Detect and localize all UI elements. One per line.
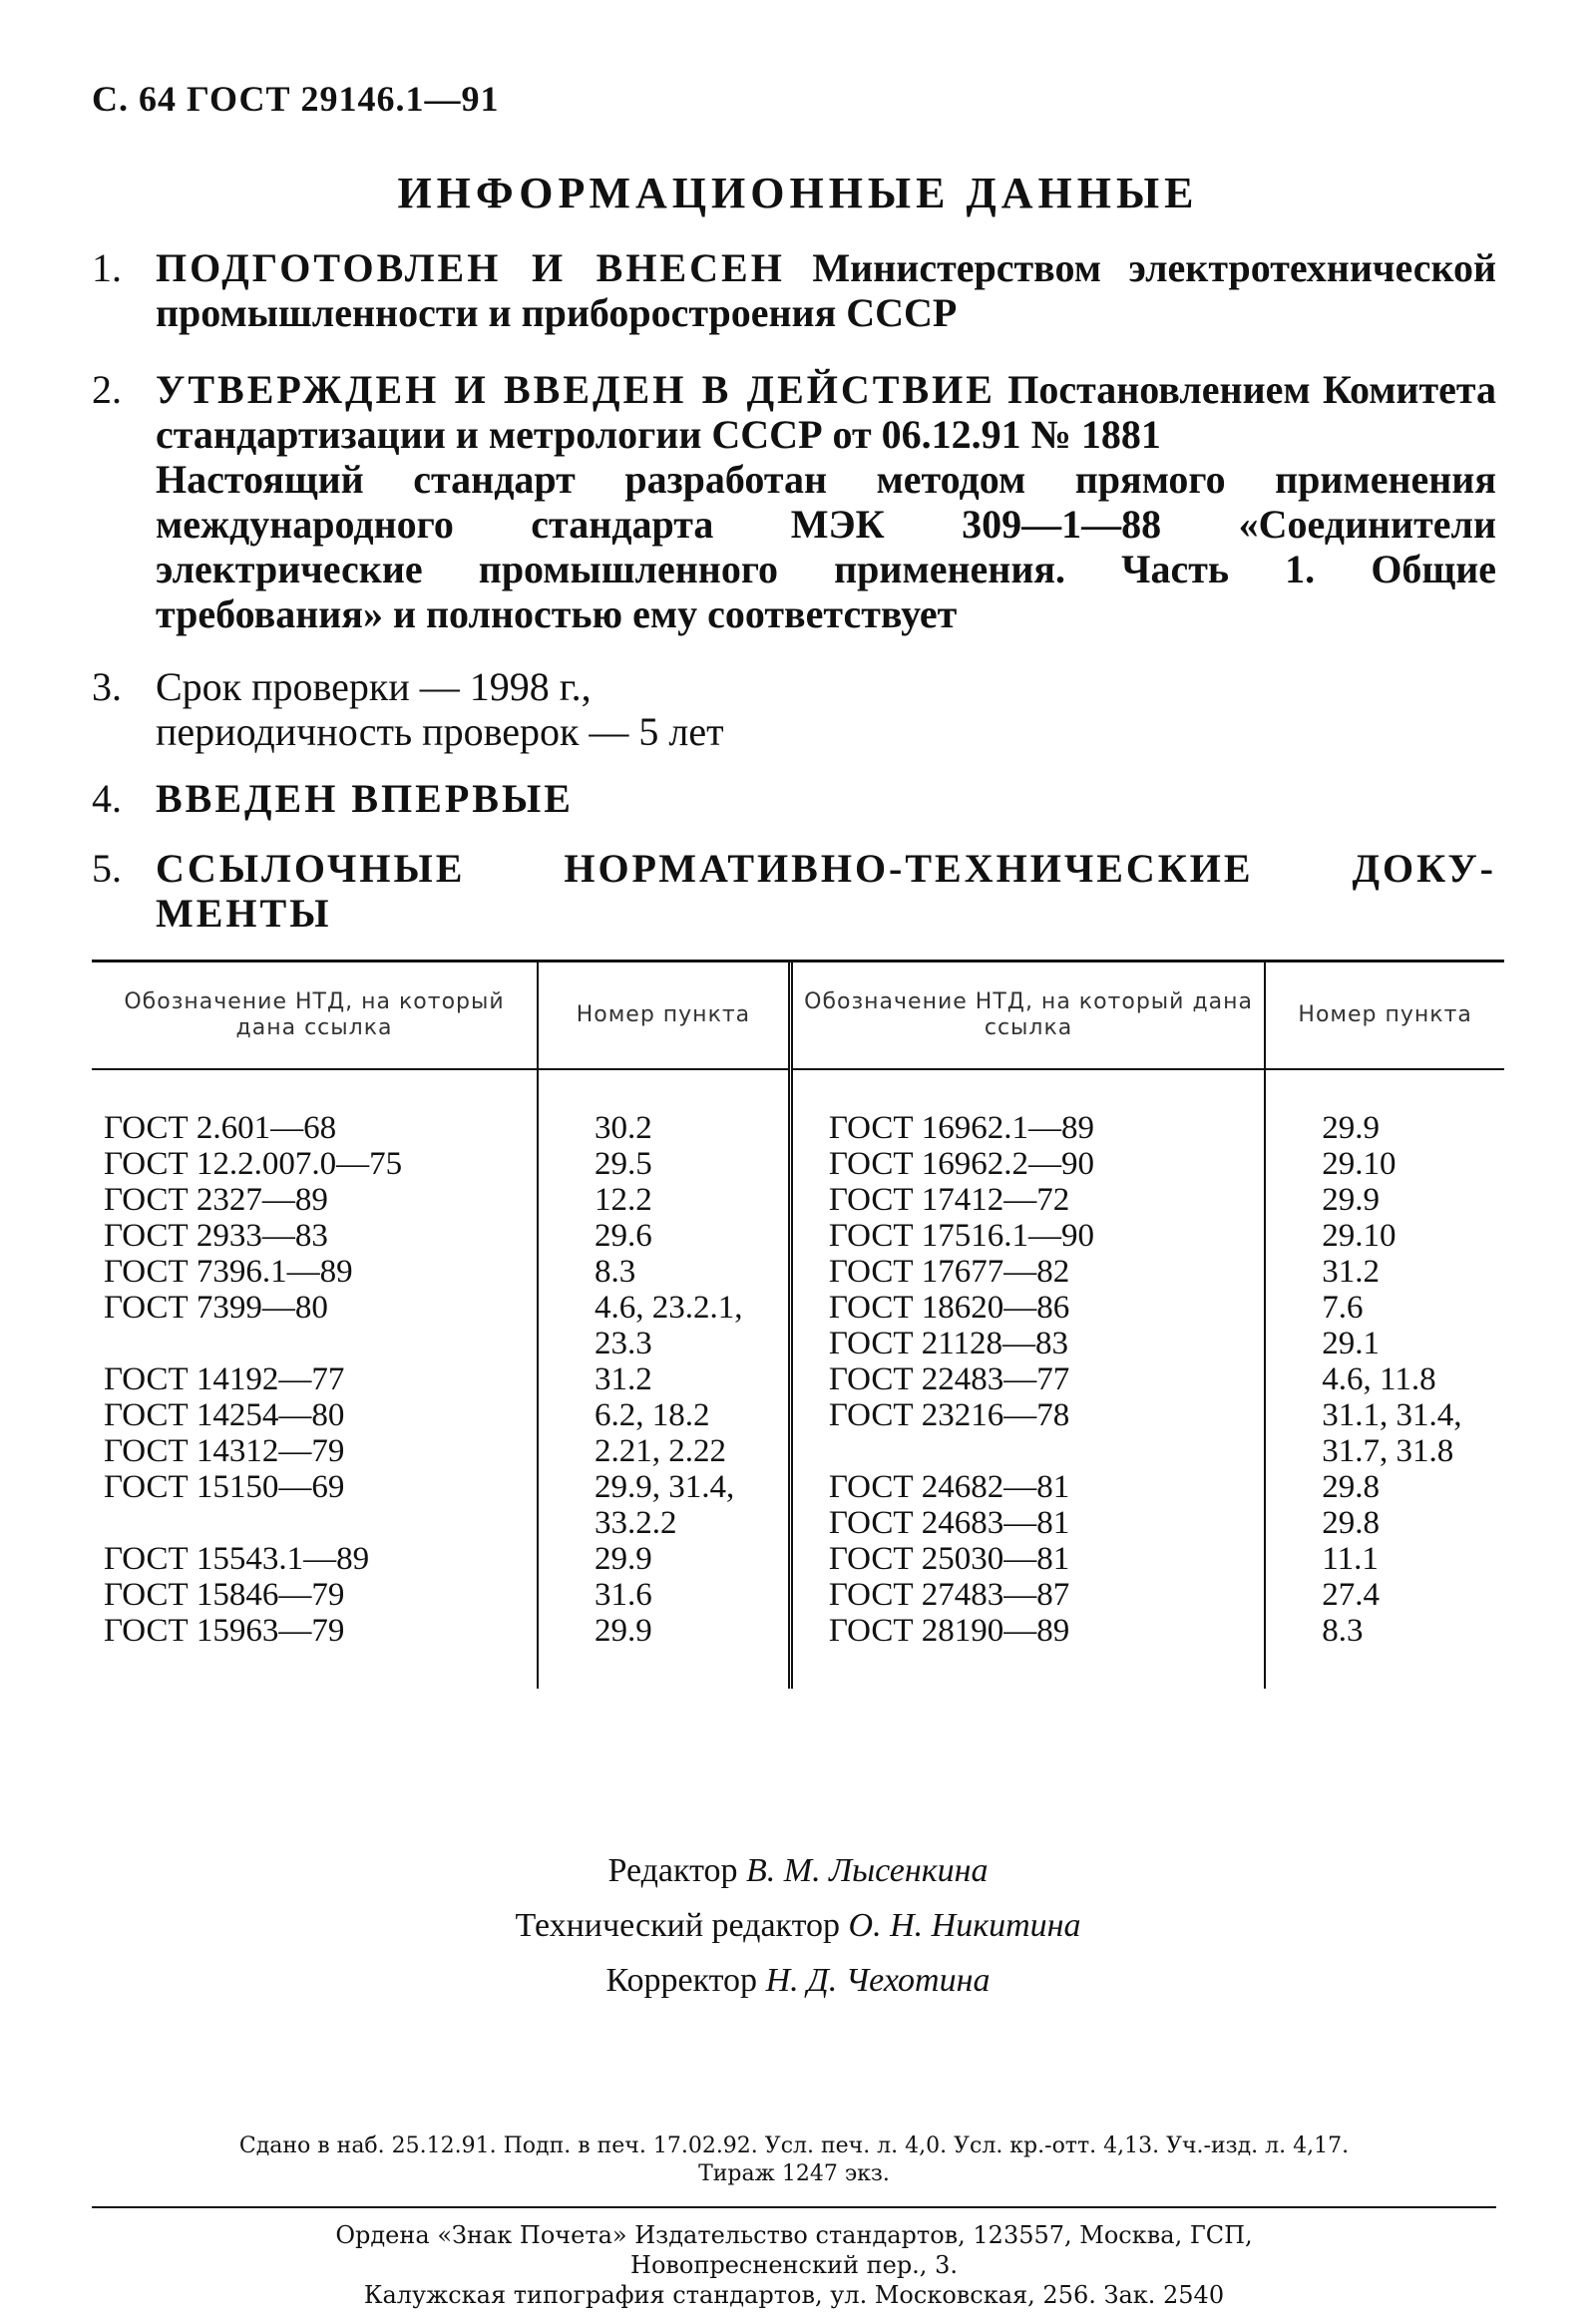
clause-number: 29.8 — [1322, 1469, 1381, 1505]
ntd-designation: ГОСТ 12.2.007.0—75 — [104, 1146, 403, 1182]
clause-number: 23.3 — [595, 1326, 652, 1361]
clause-number: 29.10 — [1322, 1218, 1396, 1254]
ntd-designation: ГОСТ 7399—80 — [104, 1290, 328, 1326]
page-title: ИНФОРМАЦИОННЫЕ ДАННЫЕ — [397, 169, 1199, 217]
clause-number: 8.3 — [595, 1254, 636, 1290]
item-number: 2. — [92, 367, 122, 412]
item-word: ДОКУ- — [1352, 846, 1496, 891]
credits — [0, 1843, 1596, 2008]
clause-number: 11.1 — [1322, 1541, 1379, 1577]
item-text: Министерством электротехнической промышленности и приборостроения СССР — [156, 245, 1497, 335]
ntd-designation: ГОСТ 23216—78 — [828, 1397, 1070, 1433]
ntd-designation: ГОСТ 14312—79 — [104, 1433, 345, 1469]
clause-number: 31.2 — [595, 1361, 652, 1397]
clause-number: 29.9 — [595, 1541, 652, 1577]
item-prepared — [92, 245, 1496, 335]
clause-number: 29.9 — [1322, 1182, 1381, 1218]
right-point-column — [1265, 1110, 1504, 1649]
clause-number: 29.9, 31.4, — [595, 1469, 735, 1505]
item-number: 4. — [92, 776, 122, 821]
ntd-designation — [104, 1505, 537, 1541]
item-approved — [92, 367, 1496, 636]
publisher-line: Ордена «Знак Почета» Издательство стандартов, 123557, Москва, ГСП, — [335, 2221, 1253, 2249]
ntd-designation: ГОСТ 14254—80 — [104, 1397, 345, 1433]
ntd-designation: ГОСТ 24683—81 — [828, 1505, 1070, 1541]
table-header-row — [92, 963, 1504, 1069]
header-doc: Обозначение НТД, на который дана ссылка — [92, 963, 538, 1069]
print-imprint — [92, 2132, 1496, 2188]
item-text: Постановлением Комитета стандартизации и метрологии СССР от 06.12.91 № 1881 — [156, 367, 1497, 457]
ntd-designation: ГОСТ 15543.1—89 — [104, 1541, 370, 1577]
clause-number: 31.6 — [595, 1577, 652, 1613]
publisher-line: Калужская типография стандартов, ул. Московская, 256. Зак. 2540 — [363, 2281, 1225, 2309]
clause-number: 30.2 — [595, 1110, 652, 1146]
imprint-line: Тираж 1247 экз. — [698, 2161, 890, 2186]
table-body-row — [92, 1110, 1504, 1649]
credit-tech-editor: Технический редактор О. Н. Никитина — [515, 1907, 1081, 1944]
ntd-designation — [104, 1326, 537, 1361]
clause-number: 4.6, 23.2.1, — [595, 1290, 743, 1326]
ntd-designation: ГОСТ 17677—82 — [828, 1254, 1070, 1290]
page-header: С. 64 ГОСТ 29146.1—91 — [92, 79, 500, 119]
clause-number: 6.2, 18.2 — [595, 1397, 710, 1433]
ntd-designation: ГОСТ 16962.2—90 — [828, 1146, 1094, 1182]
clause-number: 8.3 — [1322, 1613, 1364, 1649]
clause-number: 29.5 — [595, 1146, 652, 1182]
header-point: Номер пункта — [1265, 963, 1504, 1069]
right-doc-column — [790, 1110, 1265, 1649]
publisher-line: Новопресненский пер., 3. — [630, 2251, 958, 2279]
ntd-designation: ГОСТ 2933—83 — [104, 1218, 328, 1254]
clause-number: 29.10 — [1322, 1146, 1396, 1182]
clause-number: 27.4 — [1322, 1577, 1381, 1613]
ntd-designation: ГОСТ 2327—89 — [104, 1182, 328, 1218]
imprint-line: Сдано в наб. 25.12.91. Подп. в печ. 17.02.92. Усл. печ. л. 4,0. Усл. кр.-отт. 4,13. Уч.-изд. л. 4,17. — [238, 2133, 1350, 2158]
ntd-designation: ГОСТ 25030—81 — [828, 1541, 1070, 1577]
imprint-rule — [92, 2206, 1496, 2208]
item-word: МЕНТЫ — [156, 891, 332, 936]
ntd-designation: ГОСТ 7396.1—89 — [104, 1254, 353, 1290]
reference-table — [92, 960, 1504, 1689]
clause-number: 29.8 — [1322, 1505, 1381, 1541]
clause-number: 29.1 — [1322, 1326, 1381, 1361]
header-point: Номер пункта — [538, 963, 790, 1069]
ntd-designation: ГОСТ 28190—89 — [828, 1613, 1070, 1649]
clause-number: 31.2 — [1322, 1254, 1381, 1290]
credit-corrector: Корректор Н. Д. Чехотина — [605, 1962, 991, 1999]
clause-number: 7.6 — [1322, 1290, 1364, 1326]
clause-number: 29.9 — [595, 1613, 652, 1649]
item-lead: УТВЕРЖДЕН И ВВЕДЕН В ДЕЙСТВИЕ — [156, 367, 996, 412]
ntd-designation: ГОСТ 2.601—68 — [104, 1110, 337, 1146]
publisher-info — [92, 2220, 1496, 2310]
left-doc-column — [92, 1110, 538, 1649]
item-word: НОРМАТИВНО-ТЕХНИЧЕСКИЕ — [564, 846, 1254, 891]
ntd-designation: ГОСТ 22483—77 — [828, 1361, 1070, 1397]
ntd-designation: ГОСТ 27483—87 — [828, 1577, 1070, 1613]
item-lead: ПОДГОТОВЛЕН И ВНЕСЕН — [156, 245, 785, 290]
item-review — [92, 664, 1496, 754]
ntd-designation: ГОСТ 17516.1—90 — [828, 1218, 1094, 1254]
item-number: 5. — [92, 846, 122, 891]
clause-number: 29.6 — [595, 1218, 652, 1254]
item-number: 3. — [92, 664, 122, 709]
review-period: периодичность проверок — 5 лет — [156, 709, 724, 754]
ntd-designation: ГОСТ 14192—77 — [104, 1361, 345, 1397]
ntd-designation: ГОСТ 15846—79 — [104, 1577, 345, 1613]
header-doc: Обозначение НТД, на который дана ссылка — [790, 963, 1265, 1069]
ntd-designation: ГОСТ 24682—81 — [828, 1469, 1070, 1505]
ntd-designation: ГОСТ 15963—79 — [104, 1613, 345, 1649]
ntd-designation: ГОСТ 18620—86 — [828, 1290, 1070, 1326]
clause-number: 12.2 — [595, 1182, 652, 1218]
clause-number: 4.6, 11.8 — [1322, 1361, 1436, 1397]
ntd-designation: ГОСТ 16962.1—89 — [828, 1110, 1094, 1146]
item-first-introduced — [92, 776, 1496, 821]
clause-number: 31.7, 31.8 — [1322, 1433, 1454, 1469]
ntd-designation — [829, 1433, 1264, 1469]
item-text: ВВЕДЕН ВПЕРВЫЕ — [156, 776, 574, 821]
item-note: Настоящий стандарт разработан методом прямого применения международного стандарта МЭК 309—1—88 «Соединители электрические промышленного применения. Часть 1. Общие требования» и полностью ему соответствует — [156, 457, 1496, 636]
ntd-designation: ГОСТ 15150—69 — [104, 1469, 345, 1505]
item-references — [92, 846, 1496, 936]
review-term: Срок проверки — 1998 г., — [156, 664, 592, 709]
item-number: 1. — [92, 245, 122, 290]
item-word: ССЫЛОЧНЫЕ — [156, 846, 466, 891]
clause-number: 33.2.2 — [595, 1505, 677, 1541]
ntd-designation: ГОСТ 21128—83 — [828, 1326, 1069, 1361]
credit-editor: Редактор В. М. Лысенкина — [607, 1852, 989, 1889]
left-point-column — [538, 1110, 790, 1649]
clause-number: 2.21, 2.22 — [595, 1433, 727, 1469]
clause-number: 29.9 — [1322, 1110, 1381, 1146]
ntd-designation: ГОСТ 17412—72 — [828, 1182, 1070, 1218]
clause-number: 31.1, 31.4, — [1322, 1397, 1462, 1433]
